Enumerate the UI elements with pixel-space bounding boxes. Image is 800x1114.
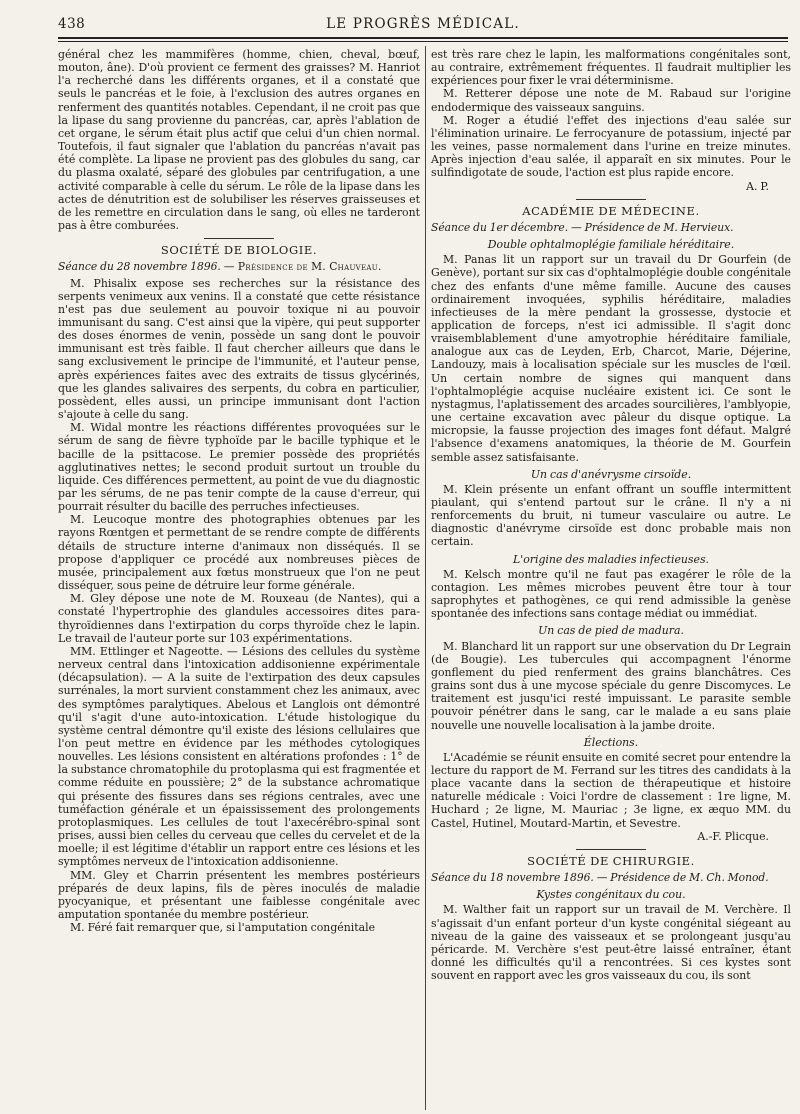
journal-title: LE PROGRÈS MÉDICAL.	[326, 16, 520, 32]
paragraph-gley-charrin: MM. Gley et Charrin présentent les membres postérieurs préparés de deux lapins, fils de pères inoculés de maladie pyocyanique, et présentant une faiblesse congénitale avec amputation spontanée du membre postérieur.	[58, 868, 420, 921]
section-title-biologie: SOCIÉTÉ DE BIOLOGIE.	[160, 243, 318, 258]
paragraph-phisalix: M. Phisalix expose ses recherches sur la résistance des serpents venimeux aux venins. Il a constaté que cette résistance n'est pas due seulement au pouvoir toxique ni au pouvoir immunisant du sang. C'est ainsi que la vipère, qui peut supporter des doses énormes de venin, possède un sang dont le pouvoir immunisant est très faible. Il faut chercher ailleurs que dans le sang exclusivement le principe de l'immunité, et l'auteur pense, après expériences faites avec des extraits de tissus glycérinés, que les glandes salivaires des serpents, du cobra en particulier, possèdent, elles aussi, un principe immunisant dont l'action s'ajoute à celle du sang.	[58, 276, 420, 422]
subtitle-kystes: Kystes congénitaux du cou.	[536, 888, 686, 902]
paragraph-continuation: est très rare chez le lapin, les malformations congénitales sont, au contraire, extrêmement fréquentes. Il faudrait multiplier les expériences pour fixer le vrai déterminisme.	[431, 48, 791, 88]
section-divider	[576, 199, 646, 200]
paragraph-roger: M. Roger a étudié l'effet des injections d'eau salée sur l'élimination urinaire. Le ferrocyanure de potassium, injecté par les veines, passe normalement dans l'urine en treize minutes. Après injection d'eau salée, il apparaît en six minutes. Pour le sulfindigotate de soude, l'action est plus rapide encore.	[431, 113, 791, 180]
column-divider	[425, 46, 426, 1110]
paragraph-klein: M. Klein présente un enfant offrant un souffle intermittent piaulant, qui s'entend partout sur le crâne. Il n'y a ni renforcements du bruit, ni tumeur vasculaire ou autre. Le diagnostic d'anévryme cirsoïde est donc probable mais non certain.	[431, 482, 791, 549]
section-divider	[576, 849, 646, 850]
right-column	[431, 48, 791, 982]
seance-date: Séance du 28 novembre 1896.	[58, 260, 221, 274]
seance-academie: Séance du 1er décembre. — Présidence de M. Hervieux.	[431, 220, 734, 234]
section-title-academie: ACADÉMIE DE MÉDECINE.	[522, 203, 700, 218]
subtitle-pied-madura: Un cas de pied de madura.	[538, 624, 684, 638]
subtitle-elections: Élections.	[583, 735, 639, 749]
page-header	[58, 14, 788, 34]
signature-ap: A. P.	[746, 179, 769, 193]
subtitle-maladies-infectieuses: L'origine des maladies infectieuses.	[512, 552, 710, 566]
seance-chirurgie: Séance du 18 novembre 1896. — Présidence de M. Ch. Monod.	[431, 871, 769, 885]
paragraph-panas: M. Panas lit un rapport sur un travail du Dr Gourfein (de Genève), portant sur six cas d'ophtalmoplégie double congénitale chez des enfants d'une même famille. Aucune des causes ordinairement invoquées, syphilis héréditaire, maladies infectieuses de la mère pendant la grossesse, dystocie et application de forceps, n'est ici admissible. Il s'agit donc vraisemblablement d'une amyotrophie héréditaire familiale, analogue aux cas de Leyden, Erb, Charcot, Marie, Déjerine, Landouzy, mais à localisation spéciale sur les muscles de l'œil. Un certain nombre de signes qui manquent dans l'ophtalmoplégie acquise nucléaire existent ici. Ce sont le nystagmus, l'aplatissement des arcades sourcilières, l'amblyopie, une certaine excavation avec pâleur du disque optique. La micropsie, la fausse projection des images font défaut. Malgré l'absence d'examens anatomiques, la théorie de M. Gourfein semble assez satisfaisante.	[431, 253, 791, 464]
paragraph-walther: M. Walther fait un rapport sur un travail de M. Verchère. Il s'agissait d'un enfant porteur d'un kyste congénital siégeant au niveau de la gaine des vaisseaux et se prolongeant jusqu'au péricarde. M. Verchère s'est peut-être laissé entraîner, étant donné les difficultés qu'il a rencontrées. Si ces kystes sont souvent en rapport avec les gros vaisseaux du cou, ils sont	[431, 903, 791, 983]
paragraph-fere: M. Féré fait remarquer que, si l'amputation congénitale	[70, 921, 376, 935]
section-divider	[204, 238, 274, 239]
paragraph-gley-rouxeau: M. Gley dépose une note de M. Rouxeau (de Nantes), qui a constaté l'hypertrophie des glandules accessoires dites para-thyroïdiennes dans l'extirpation du corps thyroïde chez le lapin. Le travail de l'auteur porte sur 103 expérimentations.	[58, 592, 420, 645]
paragraph-kelsch: M. Kelsch montre qu'il ne faut pas exagérer le rôle de la contagion. Les mêmes microbes peuvent être tour à tour saprophytes et pathogènes, ce qui rend admissible la genèse spontanée des infections sans contage médiat ou immédiat.	[431, 567, 791, 621]
section-title-chirurgie: SOCIÉTÉ DE CHIRURGIE.	[527, 853, 695, 868]
subtitle-ophtalmoplegie: Double ophtalmoplégie familiale héréditaire.	[487, 238, 735, 252]
seance-presidence: — Présidence de M. Chauveau.	[223, 260, 382, 274]
paragraph-blanchard: M. Blanchard lit un rapport sur une observation du Dr Legrain (de Bougie). Les tubercules qui accompagnent l'énorme gonflement du pied renferment des grains blanchâtres. Ces grains sont dus à une mycose spéciale du genre Discomyces. Le traitement est jusqu'ici resté impuissant. Le parasite semble pouvoir pénétrer dans le sang, car le malade a eu sans plaie nouvelle une nouvelle localisation à la jambe droite.	[431, 639, 791, 732]
paragraph-lipase: général chez les mammifères (homme, chien, cheval, bœuf, mouton, âne). D'où provient ce ferment des graisses? M. Hanriot l'a recherché dans les différents organes, et il a constaté que seuls le pancréas et le foie, à l'exclusion des autres organes en renferment des quantités notables. Cependant, il ne croit pas que la lipase du sang provienne du pancréas, car, après l'ablation de cet organe, le sérum était plus actif que celui d'un chien normal. Toutefois, il faut signaler que l'ablation du pancréas n'avait pas été complète. La lipase ne provient pas des globules du sang, car du plasma oxalaté, séparé des globules par centrifugation, a une activité comparable à celle du sérum. Le rôle de la lipase dans les actes de dénutrition est de solubiliser les réserves graisseuses et de les remettre en circulation dans le sang, où elles ne tarderont pas à être comburées.	[58, 48, 420, 233]
paragraph-elections: L'Académie se réunit ensuite en comité secret pour entendre la lecture du rapport de M. Ferrand sur les titres des candidats à la place vacante dans la section de thérapeutique et histoire naturelle médicale : Voici l'ordre de classement : 1re ligne, M. Huchard ; 2e ligne, M. Mauriac ; 3e ligne, ex æquo MM. du Castel, Hutinel, Moutard-Martin, et Sevestre.	[431, 750, 791, 830]
page-number: 438	[58, 16, 86, 32]
paragraph-retterer: M. Retterer dépose une note de M. Rabaud sur l'origine endodermique des vaisseaux sanguins.	[431, 87, 791, 114]
paragraph-widal: M. Widal montre les réactions différentes provoquées sur le sérum de sang de fièvre typhoïde par le bacille typhique et le bacille de la psittacose. Le premier possède des propriétés agglutinatives nettes; le second produit surtout un trouble du liquide. Ces différences permettent, au point de vue du diagnostic par les sérums, de ne pas tenir compte de la cause d'erreur, qui pourrait résulter du bacille des perruches infectieuses.	[58, 421, 420, 514]
paragraph-leucoque: M. Leucoque montre des photographies obtenues par les rayons Rœntgen et permettant de se rendre compte de différents détails de structure interne d'animaux non disséqués. Il se propose d'appliquer ce procédé aux nombreuses pièces de musée, principalement aux fœtus monstrueux que l'on ne peut disséquer, sous peine de détruire leur forme générale.	[58, 513, 420, 593]
paragraph-ettlinger-nageotte: MM. Ettlinger et Nageotte. — Lésions des cellules du système nerveux central dans l'intoxication addisonienne expérimentale (décapsulation). — A la suite de l'extirpation des deux capsules surrénales, la mort survient constamment chez les animaux, avec des symptômes paralytiques. Abelous et Langlois ont démontré qu'il s'agit d'une auto-intoxication. L'étude histologique du système central démontre qu'il existe des lésions cellulaires que l'on peut mettre en évidence par les méthodes cytologiques nouvelles. Les lésions consistent en altérations profondes : 1° de la substance chromatophile du protoplasma qui est fragmentée et comme réduite en poussière; 2° de la substance achromatique qui présente des fissures dans ses régions centrales, avec une tuméfaction générale et un épaississement des prolongements protoplasmiques. Les cellules de tout l'axecérébro-spinal sont prises, aussi bien celles du cerveau que celles du cervelet et de la moelle; il est légitime d'établir un rapport entre ces lésions et les symptômes nerveux de l'intoxication addisonienne.	[58, 644, 420, 869]
seance-line	[58, 260, 420, 273]
header-rule	[58, 37, 788, 39]
left-column	[58, 48, 420, 934]
header-rule-thin	[58, 41, 788, 42]
signature-plicque: A.-F. Plicque.	[697, 829, 769, 843]
subtitle-anevrysme: Un cas d'anévrysme cirsoïde.	[530, 467, 692, 481]
